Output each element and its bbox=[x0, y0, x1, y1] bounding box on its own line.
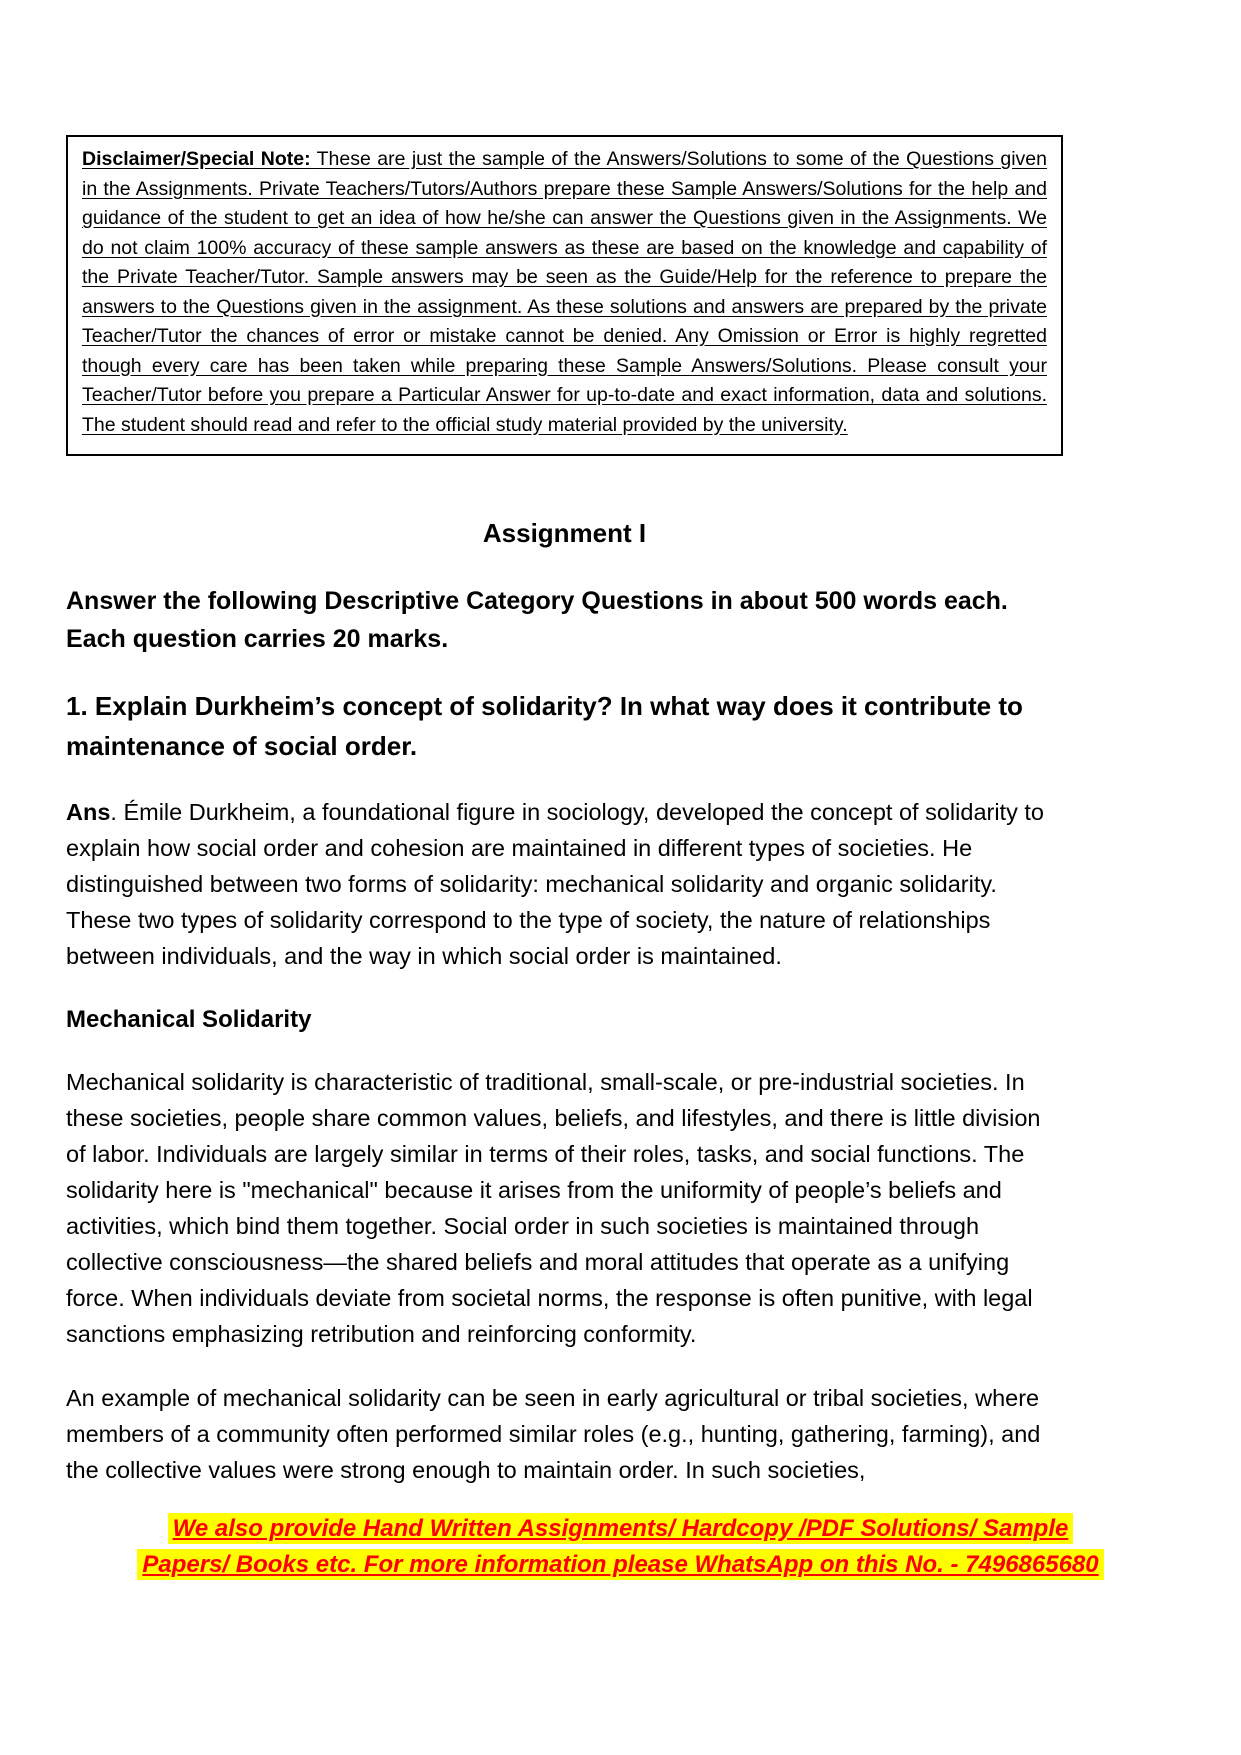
mechanical-solidarity-paragraph-2: An example of mechanical solidarity can be seen in early agricultural or tribal societies, where members of a community often performed similar roles (e.g., hunting, gathering, farming), and the collective values were strong enough to maintain order. In such societies, bbox=[66, 1385, 1041, 1483]
assignment-title: Assignment I bbox=[482, 518, 647, 548]
footer-banner-inner bbox=[126, 1511, 1116, 1583]
disclaimer-body: These are just the sample of the Answers/Solutions to some of the Questions given in the Assignments. Private Teachers/Tutors/Authors prepare these Sample Answers/Solutions for the help and guidance of the student to get an idea of how he/she can answer the Questions given in the Assignments. We do not claim 100% accuracy of these sample answers as these are based on the knowledge and capability of the Private Teacher/Tutor. Sample answers may be seen as the Guide/Help for the reference to prepare the answers to the Questions given in the assignment. As these solutions and answers are prepared by the private Teacher/Tutor the chances of error or mistake cannot be denied. Any Omission or Error is highly regretted though every care has been taken while preparing these Sample Answers/Solutions. Please consult your Teacher/Tutor before you prepare a Particular Answer for up-to-date and exact information, data and solutions. The student should read and refer to the official study material provided by the university. bbox=[82, 148, 1047, 436]
mechanical-solidarity-paragraph-1: Mechanical solidarity is characteristic of traditional, small-scale, or pre-industrial societies. In these societies, people share common values, beliefs, and lifestyles, and there is little division of labor. Individuals are largely similar in terms of their roles, tasks, and social functions. The solidarity here is "mechanical" because it arises from the uniformity of people’s beliefs and activities, which bind them together. Social order in such societies is maintained through collective consciousness—the shared beliefs and moral attitudes that operate as a unifying force. When individuals deviate from societal norms, the response is often punitive, with legal sanctions emphasizing retribution and reinforcing conformity. bbox=[66, 1069, 1041, 1347]
disclaimer-box bbox=[66, 135, 1063, 456]
question-1-heading: 1. Explain Durkheim’s concept of solidarity? In what way does it contribute to maintenance of social order. bbox=[66, 691, 1023, 761]
disclaimer-paragraph bbox=[82, 145, 1047, 440]
footer-banner bbox=[0, 1511, 1241, 1583]
disclaimer-label: Disclaimer/Special Note: bbox=[82, 148, 311, 170]
footer-whatsapp-notice: We also provide Hand Written Assignments/ Hardcopy /PDF Solutions/ Sample Papers/ Books etc. For more information please WhatsApp on this No. - 7496865680 bbox=[137, 1513, 1103, 1580]
mechanical-solidarity-heading: Mechanical Solidarity bbox=[66, 1006, 312, 1033]
answer-label: Ans bbox=[66, 799, 111, 825]
answer-intro-text: . Émile Durkheim, a foundational figure in sociology, developed the concept of solidarity to explain how social order and cohesion are maintained in different types of societies. He distinguished between two forms of solidarity: mechanical solidarity and organic solidarity. These two types of solidarity correspond to the type of society, the nature of relationships between individuals, and the way in which social order is maintained. bbox=[66, 799, 1044, 969]
assignment-instructions: Answer the following Descriptive Category Questions in about 500 words each. Each question carries 20 marks. bbox=[66, 587, 1008, 653]
answer-intro-paragraph bbox=[66, 794, 1063, 974]
